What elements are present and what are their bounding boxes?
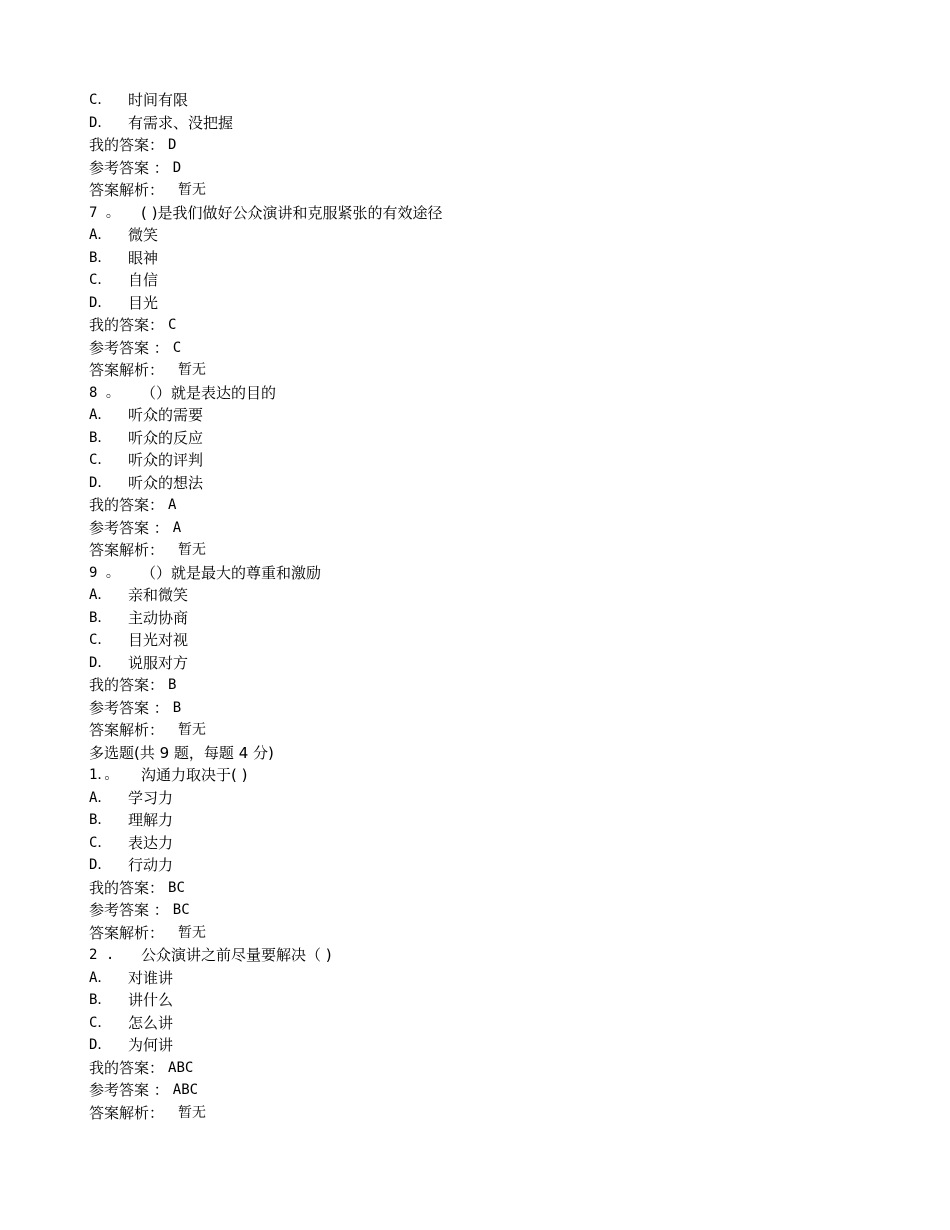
answer-line xyxy=(89,179,889,202)
answer-value: ABC xyxy=(168,1059,194,1076)
option-line xyxy=(89,787,889,810)
answer-label: 答案解析： xyxy=(89,361,165,379)
option-line xyxy=(89,854,889,877)
question-text: ( )是我们做好公众演讲和克服紧张的有效途径 xyxy=(141,203,443,222)
option-letter: B． xyxy=(89,609,112,626)
option-line xyxy=(89,584,889,607)
option-text: 听众的需要 xyxy=(128,406,204,424)
answer-line xyxy=(89,134,889,157)
option-line xyxy=(89,809,889,832)
option-letter: A． xyxy=(89,227,112,243)
option-line xyxy=(89,449,889,472)
answer-value: BC xyxy=(168,879,185,896)
answer-line xyxy=(89,922,889,945)
answer-label: 我的答案： xyxy=(89,878,165,897)
answer-line xyxy=(89,899,889,922)
answer-label: 我的答案： xyxy=(89,676,165,694)
option-letter: C． xyxy=(89,632,112,648)
answer-line xyxy=(89,719,889,742)
option-text: 对谁讲 xyxy=(128,968,174,987)
answer-label: 答案解析： xyxy=(89,923,165,942)
answer-value: D xyxy=(168,137,177,153)
option-line xyxy=(89,832,889,855)
option-text: 时间有限 xyxy=(128,91,189,109)
document-page xyxy=(89,89,889,1124)
answer-value: 暂无 xyxy=(178,1104,207,1121)
answer-value: 暂无 xyxy=(178,722,207,738)
question-line xyxy=(89,382,889,405)
question-number: 2 . xyxy=(89,947,115,963)
answer-line xyxy=(89,314,889,337)
option-line xyxy=(89,404,889,427)
answer-label: 我的答案： xyxy=(89,316,165,334)
answer-line xyxy=(89,1079,889,1102)
option-letter: C． xyxy=(89,452,112,468)
answer-value: D xyxy=(172,159,182,176)
answer-line xyxy=(89,494,889,517)
answer-value: A xyxy=(172,519,182,536)
answer-label: 参考答案 ： xyxy=(89,338,169,357)
answer-label: 答案解析： xyxy=(89,181,165,199)
question-line xyxy=(89,562,889,585)
question-line xyxy=(89,764,889,787)
option-text: 听众的评判 xyxy=(128,451,204,469)
option-letter: D． xyxy=(89,114,112,131)
option-text: 学习力 xyxy=(128,788,174,807)
answer-label: 参考答案 ： xyxy=(89,901,169,919)
option-letter: B． xyxy=(89,812,112,828)
option-line xyxy=(89,247,889,270)
answer-value: A xyxy=(168,497,177,513)
option-letter: C． xyxy=(89,272,112,288)
option-line xyxy=(89,1012,889,1035)
answer-line xyxy=(89,359,889,382)
option-letter: D． xyxy=(89,654,112,671)
answer-label: 答案解析： xyxy=(89,1103,165,1122)
option-line xyxy=(89,989,889,1012)
option-text: 有需求、没把握 xyxy=(128,113,234,132)
answer-label: 我的答案： xyxy=(89,496,165,514)
answer-label: 我的答案： xyxy=(89,136,165,154)
answer-value: C xyxy=(168,317,177,333)
answer-line xyxy=(89,877,889,900)
option-letter: B． xyxy=(89,992,112,1008)
option-letter: D． xyxy=(89,294,112,311)
option-text: 表达力 xyxy=(128,833,174,852)
answer-value: B xyxy=(172,699,182,716)
option-text: 为何讲 xyxy=(128,1036,174,1054)
option-text: 听众的想法 xyxy=(128,473,204,492)
option-text: 主动协商 xyxy=(128,608,189,627)
answer-line xyxy=(89,674,889,697)
option-letter: D． xyxy=(89,474,112,491)
option-letter: D． xyxy=(89,857,112,873)
answer-line xyxy=(89,539,889,562)
question-line xyxy=(89,944,889,967)
answer-label: 参考答案 ： xyxy=(89,518,169,537)
answer-value: B xyxy=(168,677,177,693)
option-text: 亲和微笑 xyxy=(128,586,189,604)
answer-value: ABC xyxy=(172,1082,199,1098)
option-line xyxy=(89,269,889,292)
answer-label: 参考答案 ： xyxy=(89,698,169,717)
question-number: 7 。 xyxy=(89,204,120,221)
answer-label: 我的答案： xyxy=(89,1058,165,1077)
option-text: 目光对视 xyxy=(128,631,189,649)
option-letter: C． xyxy=(89,92,112,108)
option-line xyxy=(89,472,889,495)
option-line xyxy=(89,89,889,112)
section-text: 多选题(共 9 题，每题 4 分) xyxy=(89,743,274,762)
question-text: （）就是表达的目的 xyxy=(141,383,277,402)
option-letter: A． xyxy=(89,969,112,986)
answer-value: 暂无 xyxy=(178,182,207,198)
answer-label: 答案解析： xyxy=(89,541,165,559)
section-heading xyxy=(89,742,889,765)
option-line xyxy=(89,967,889,990)
answer-line xyxy=(89,517,889,540)
answer-label: 参考答案 ： xyxy=(89,158,169,177)
answer-value: BC xyxy=(172,902,190,918)
question-number: 8 。 xyxy=(89,384,120,401)
option-text: 理解力 xyxy=(128,811,174,829)
answer-label: 答案解析： xyxy=(89,721,165,739)
answer-value: 暂无 xyxy=(178,924,207,941)
answer-line xyxy=(89,157,889,180)
option-line xyxy=(89,1034,889,1057)
option-line xyxy=(89,112,889,135)
answer-line xyxy=(89,697,889,720)
answer-value: C xyxy=(172,339,182,356)
option-line xyxy=(89,652,889,675)
option-text: 微笑 xyxy=(128,226,159,244)
option-line xyxy=(89,427,889,450)
option-text: 眼神 xyxy=(128,248,159,267)
question-number: 9 。 xyxy=(89,564,120,581)
answer-value: 暂无 xyxy=(178,362,207,378)
option-letter: A． xyxy=(89,587,112,603)
question-number: 1．。 xyxy=(89,767,119,783)
answer-line xyxy=(89,1057,889,1080)
option-letter: B． xyxy=(89,249,112,266)
option-text: 自信 xyxy=(128,271,159,289)
question-text: （）就是最大的尊重和激励 xyxy=(141,563,322,582)
option-text: 听众的反应 xyxy=(128,428,204,447)
answer-line xyxy=(89,1102,889,1125)
option-letter: B． xyxy=(89,429,112,446)
answer-value: 暂无 xyxy=(178,542,207,558)
question-line xyxy=(89,202,889,225)
option-text: 说服对方 xyxy=(128,653,189,672)
option-text: 目光 xyxy=(128,293,159,312)
option-line xyxy=(89,224,889,247)
answer-line xyxy=(89,337,889,360)
question-text: 沟通力取决于( ) xyxy=(141,766,248,784)
option-line xyxy=(89,629,889,652)
question-text: 公众演讲之前尽量要解决（ ) xyxy=(141,946,332,964)
option-text: 讲什么 xyxy=(128,991,174,1009)
option-letter: A． xyxy=(89,789,112,806)
option-letter: D． xyxy=(89,1037,112,1053)
option-letter: C． xyxy=(89,834,112,851)
option-line xyxy=(89,607,889,630)
option-text: 怎么讲 xyxy=(128,1013,174,1032)
option-letter: A． xyxy=(89,407,112,423)
option-line xyxy=(89,292,889,315)
option-letter: C． xyxy=(89,1014,112,1031)
answer-label: 参考答案 ： xyxy=(89,1081,169,1099)
option-text: 行动力 xyxy=(128,856,174,874)
